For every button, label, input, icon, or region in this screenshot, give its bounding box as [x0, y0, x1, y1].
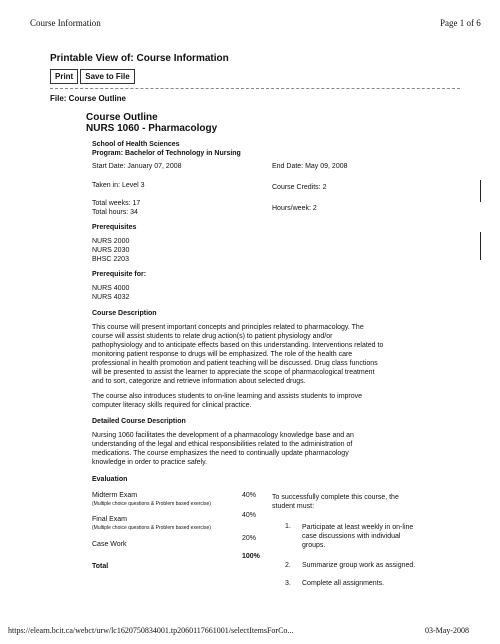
file-label: File: Course Outline — [50, 94, 127, 103]
print-button[interactable]: Print — [50, 69, 78, 84]
prerequisite-for-heading: Prerequisite for: — [92, 271, 147, 278]
prerequisite-for-item: NURS 4032 — [92, 294, 130, 301]
detailed-description-heading: Detailed Course Description — [92, 418, 186, 425]
course-code-title: NURS 1060 - Pharmacology — [86, 123, 218, 134]
save-to-file-button[interactable]: Save to File — [80, 69, 134, 84]
requirement-line: Participate at least weekly in on-line — [302, 524, 414, 531]
print-header-page: Page 1 of 6 — [440, 18, 481, 28]
description-line: and to sort, categorize and retrieve information about selected drugs. — [92, 378, 306, 385]
detailed-line: knowledge in order to practice safely. — [92, 459, 208, 466]
eval-item-percent: 20% — [242, 535, 257, 542]
eval-item-percent: 40% — [242, 492, 257, 499]
prerequisites-heading: Prerequisites — [92, 224, 137, 231]
total-hours: Total hours: 34 — [92, 209, 138, 216]
requirement-text: Complete all assignments. — [302, 580, 385, 587]
detailed-line: medications. The course emphasizes the need to continually update pharmacology — [92, 450, 349, 457]
hours-per-week: Hours/week: 2 — [272, 205, 317, 212]
course-credits: Course Credits: 2 — [272, 184, 327, 191]
detailed-line: Nursing 1060 facilitates the development of a pharmacology knowledge base and an — [92, 432, 354, 439]
description-line: The course also introduces students to on-line learning and assists students to improve — [92, 393, 363, 400]
requirement-number: 1. — [285, 523, 291, 530]
program-name: Program: Bachelor of Technology in Nursing — [92, 150, 241, 157]
print-footer-date: 03-May-2008 — [425, 626, 469, 635]
course-description-online — [92, 392, 442, 410]
success-intro-line: To successfully complete this course, the — [272, 494, 399, 501]
description-line: pathophysiology and to anticipate effects based on this understanding. Interventions related to — [92, 342, 384, 349]
requirement-number: 3. — [285, 580, 291, 587]
success-intro-line: student must: — [272, 503, 315, 510]
total-weeks: Total weeks: 17 — [92, 200, 141, 207]
eval-item-name: Midterm Exam — [92, 492, 138, 499]
print-footer-url: https://elearn.bcit.ca/webct/urw/lc1620750834001.tp2060117661001/selectItemsForCo... — [8, 626, 294, 635]
print-header-title: Course Information — [30, 18, 101, 28]
description-line: course will assist students to relate drug action(s) to patient physiology and/or — [92, 333, 333, 340]
eval-item-name: Final Exam — [92, 516, 128, 523]
course-outline-heading: Course Outline — [86, 112, 158, 123]
scan-artifact-line — [480, 180, 481, 202]
prerequisite-item: BHSC 2203 — [92, 256, 129, 263]
description-line: professional in health promotion and patient teaching will be discussed. Drug class functions — [92, 360, 378, 367]
eval-item-name: Case Work — [92, 541, 127, 548]
requirement-text — [302, 523, 413, 550]
scan-artifact-line — [480, 232, 481, 260]
course-description-heading: Course Description — [92, 310, 157, 317]
detailed-line: understanding of the legal and ethical responsibilities related to the administration of — [92, 441, 353, 448]
description-line: will be presented to assist the learner to appreciate the scope of pharmacological treatment — [92, 369, 375, 376]
eval-item-percent: 40% — [242, 512, 257, 519]
eval-total-label: Total — [92, 563, 109, 570]
requirement-line: groups. — [302, 542, 326, 549]
requirement-line: case discussions with individual — [302, 533, 401, 540]
start-date: Start Date: January 07, 2008 — [92, 163, 182, 170]
detailed-description-text — [92, 431, 442, 467]
eval-item-note: (Multiple choice questions & Problem based exercise) — [92, 501, 211, 507]
eval-item-note: (Multiple choice questions & Problem based exercise) — [92, 525, 211, 531]
school-name: School of Health Sciences — [92, 141, 180, 148]
description-line: monitoring patient response to drugs will be emphasized. The role of the health care — [92, 351, 353, 358]
end-date: End Date: May 09, 2008 — [272, 163, 348, 170]
divider — [50, 88, 460, 89]
course-description-text — [92, 323, 442, 386]
description-line: computer literacy skills required for clinical practice. — [92, 402, 252, 409]
requirement-number: 2. — [285, 562, 291, 569]
action-toolbar — [50, 69, 137, 84]
prerequisite-item: NURS 2000 — [92, 238, 130, 245]
eval-total-percent: 100% — [242, 553, 260, 560]
evaluation-heading: Evaluation — [92, 476, 128, 483]
requirement-text: Summarize group work as assigned. — [302, 562, 416, 569]
prerequisite-for-item: NURS 4000 — [92, 285, 130, 292]
prerequisite-item: NURS 2030 — [92, 247, 130, 254]
success-intro — [272, 493, 399, 511]
taken-in: Taken in: Level 3 — [92, 182, 145, 189]
page-title: Printable View of: Course Information — [50, 53, 229, 64]
description-line: This course will present important concepts and principles related to pharmacology. The — [92, 324, 364, 331]
